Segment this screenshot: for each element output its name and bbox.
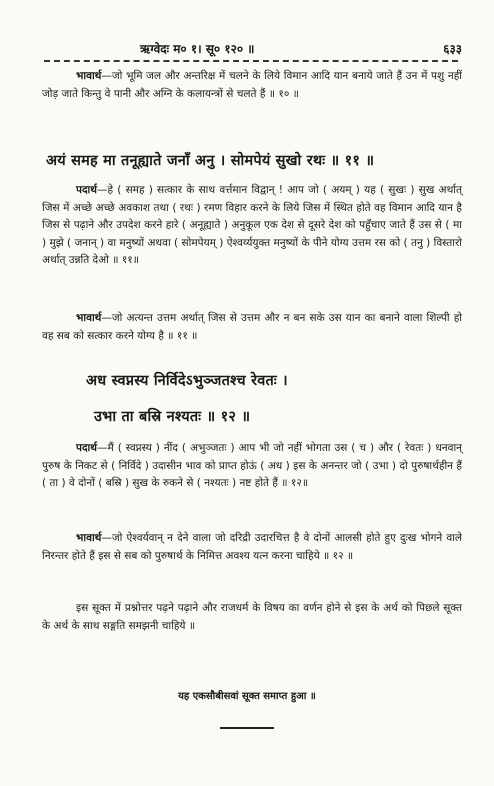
sukta-summary: इस सूक्त में प्रश्नोत्तर पढ़ने पढ़ाने और राजधर्म के विषय का वर्णन होने से इस के अर्थ को पिछले सूक्त के अर्थ के साथ सङ्गति समझनी चाहिये ॥: [42, 602, 462, 632]
padarth-text: —मैं ( स्वप्नस्य ) नींद ( अभुञ्जतः ) आप भी जो नहीं भोगता उस ( च ) और ( रेवतः ) धनवान् पुरुष के निकट से ( निर्विदे ) उदासीन भाव को प्राप्त होऊं ( अध ) इस के अनन्तर जो ( उभा ) दो पुरुषार्थहीन हैं ( ता ) वे दोनों ( बस्रि ) सुख के रुकने से ( नश्यतः ) नष्ट होते हैं ॥ १२॥: [42, 442, 462, 489]
bhavarth-11: [42, 310, 462, 345]
padarth-lead: पदार्थ: [76, 184, 97, 196]
bhavarth-text: —जो भूमि जल और अन्तरिक्ष में चलने के लिये विमान आदि यान बनाये जाते हैं उन में पशु नहीं जोड़ जाते किन्तु वे पानी और अग्नि के कलायन्त्रों से चलते हैं ॥ १० ॥: [42, 70, 462, 100]
padarth-lead: पदार्थ: [76, 442, 97, 454]
header-divider: [44, 60, 458, 62]
bhavarth-lead: भावार्थ: [76, 532, 102, 544]
mantra-11: अयं समह मा तनूह्याते जनाँ अनु । सोमपेयं सुखो रथः ॥ ११ ॥: [46, 153, 375, 169]
bhavarth-10: [42, 68, 462, 103]
bhavarth-text: —जो ऐश्वर्यवान् न देने वाला जो दरिद्री उदारचित्त है वे दोनों आलसी होते हुए दुःख भोगने वाले निरन्तर होते हैं इस से सब को पुरुषार्थ के निमित्त अवश्य यत्न करना चाहिये ॥ १२ ॥: [42, 532, 462, 562]
mantra-12-line2: उभा ता बस्रि नश्यतः ॥ १२ ॥: [94, 409, 251, 425]
bhavarth-text: —जो अत्यन्त उत्तम अर्थात् जिस से उत्तम और न बन सके उस यान का बनाने वाला शिल्पी हो वह सब को सत्कार करने योग्य है ॥ ११ ॥: [42, 312, 462, 342]
padarth-text: —हे ( समह ) सत्कार के साथ वर्त्तमान विद्वान् ! आप जो ( अयम् ) यह ( सुखः ) सुख अर्थात् जिस में अच्छे अच्छे अवकाश तथा ( रथः ) रमण विहार करने के लिये जिस में स्थित होते वह विमान आदि यान है जिस से पढ़ाने और उपदेश करने हारे ( अनूह्याते ) अनुकूल एक देश से दूसरे देश को पहुँचाए जाते हैं उस से ( मा ) मुझे ( जनान् ) वा मनुष्यों अथवा ( सोमपेयम् ) ऐश्वर्य्ययुक्त मनुष्यों के पीने योग्य उत्तम रस को ( तनु ) विस्तारो अर्थात् उन्नति देओ ॥ ११॥: [42, 184, 462, 266]
padarth-11: [42, 182, 462, 270]
bhavarth-12: [42, 530, 462, 565]
mantra-12-line1: अध स्वप्नस्य निर्विदेऽभुञ्जतश्च रेवतः ।: [86, 373, 288, 389]
page-header: [60, 40, 470, 58]
sukta-end-note: यह एकसौबीसवां सूक्त समाप्त हुआ ॥: [178, 691, 316, 702]
bhavarth-lead: भावार्थ: [76, 70, 102, 82]
bhavarth-lead: भावार्थ: [76, 312, 102, 324]
padarth-12: [42, 440, 462, 493]
running-title: ऋग्वेदः म० १। सू० १२० ॥: [140, 42, 255, 56]
page-number: ६३३: [443, 42, 462, 56]
closing-rule: [220, 727, 274, 729]
